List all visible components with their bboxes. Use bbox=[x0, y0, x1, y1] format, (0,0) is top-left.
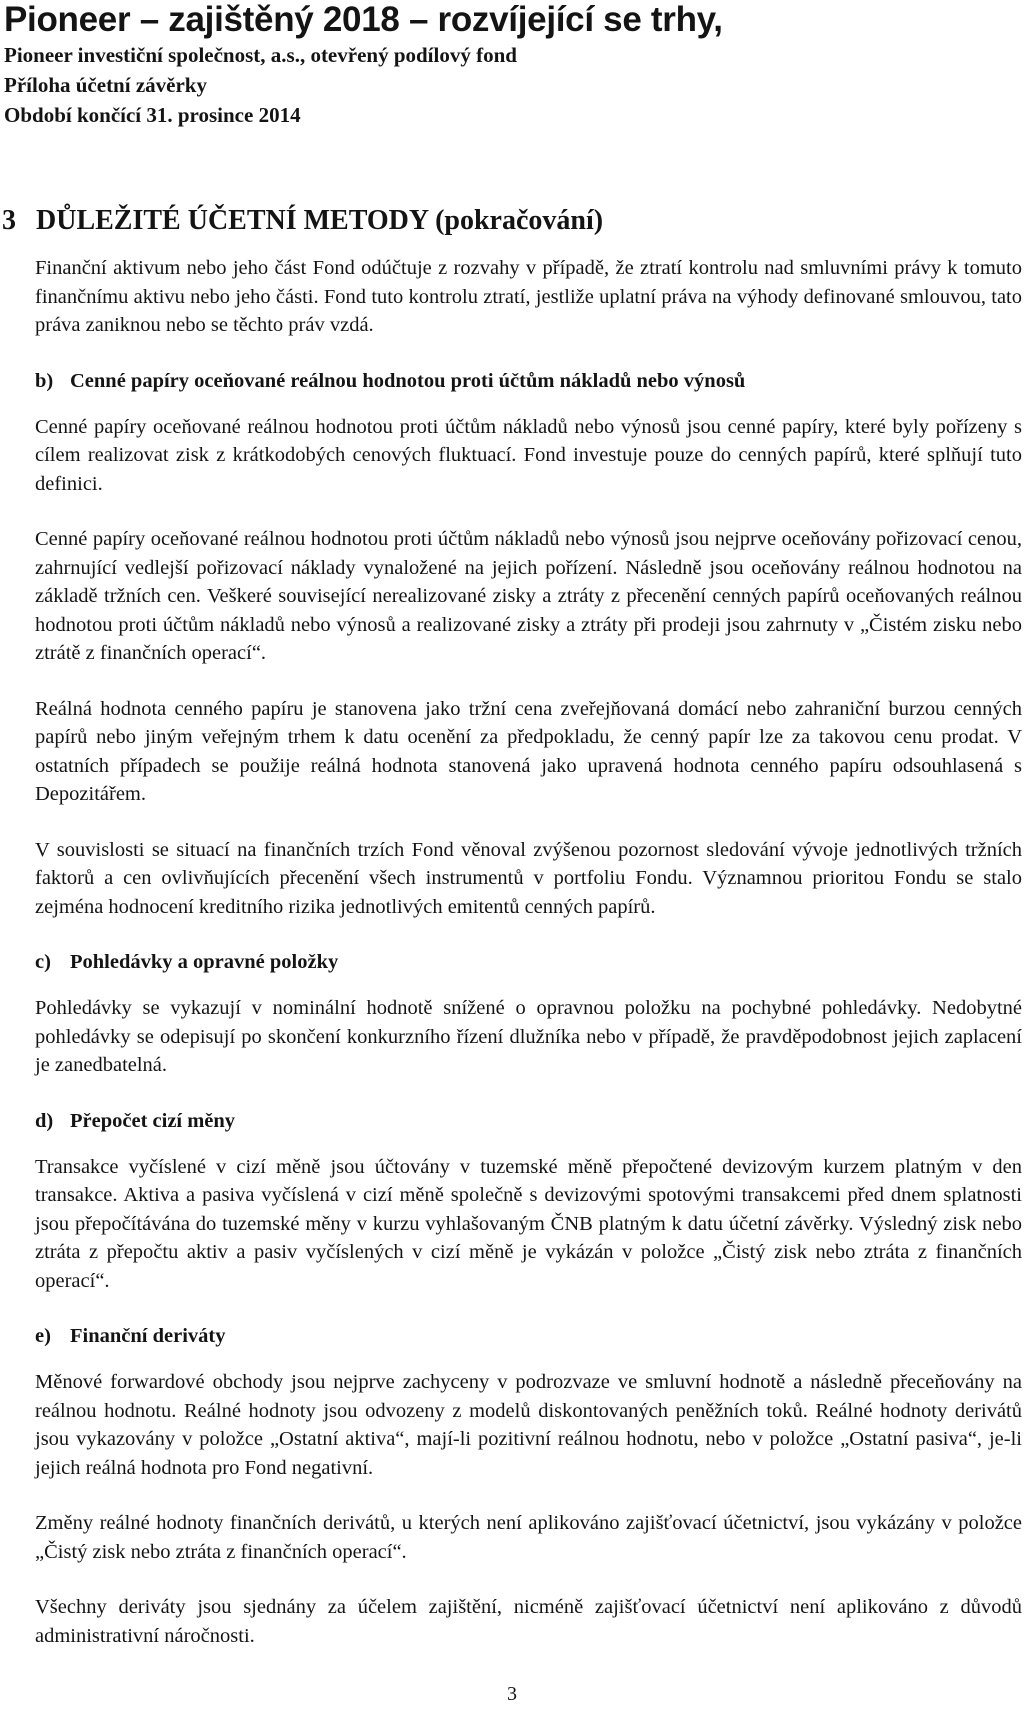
paragraph: Cenné papíry oceňované reálnou hodnotou proti účtům nákladů nebo výnosů jsou cenné papíry, které byly pořízeny s cílem realizovat zisk z krátkodobých cenových fluktuací. Fond investuje pouze do cenných papírů, které splňují tuto definici. bbox=[35, 415, 1022, 495]
paragraph: Pohledávky se vykazují v nominální hodnotě snížené o opravnou položku na pochybné pohledávky. Nedobytné pohledávky se odepisují po skončení konkurzního řízení dlužníka nebo v případě, že pravděpodobnost jejich zaplacení je zanedbatelná. bbox=[35, 997, 1022, 1076]
subsection-title: Pohledávky a opravné položky bbox=[70, 951, 339, 973]
subsection-label: b) bbox=[35, 369, 54, 392]
subsection-label: d) bbox=[35, 1109, 54, 1132]
subsection-heading bbox=[35, 367, 1022, 395]
subsection-securities bbox=[35, 367, 1022, 922]
paragraph: V souvislosti se situací na finančních trzích Fond věnoval zvýšenou pozornost sledování vývoje jednotlivých tržních faktorů a cen ovlivňujících přecenění všech instrumentů v portfoliu Fondu. Významnou prioritou Fondu se stalo zejména hodnocení kreditního rizika jednotlivých emitentů cenných papírů. bbox=[35, 838, 1022, 918]
subsection-foreign-currency bbox=[35, 1107, 1022, 1296]
subsection-heading bbox=[35, 948, 1022, 976]
subsection-label: c) bbox=[35, 951, 51, 973]
annex-title: Příloha účetní závěrky bbox=[4, 73, 207, 97]
subsection-derivatives bbox=[35, 1322, 1022, 1650]
paragraph: Změny reálné hodnoty finančních derivátů, u kterých není aplikováno zajišťovací účetnictví, jsou vykázány v položce „Čistý zisk nebo ztráta z finančních operací“. bbox=[35, 1512, 1022, 1563]
subsection-heading bbox=[35, 1322, 1022, 1350]
subsection-heading bbox=[35, 1107, 1022, 1135]
company-name: Pioneer investiční společnost, a.s., otevřený podílový fond bbox=[4, 43, 517, 67]
section-number: 3 bbox=[2, 205, 16, 236]
reporting-period: Období končící 31. prosince 2014 bbox=[4, 103, 301, 127]
intro-paragraph: Finanční aktivum nebo jeho část Fond odúčtuje z rozvahy v případě, že ztratí kontrolu nad smluvními právy k tomuto finančnímu aktivu nebo jeho části. Fond tuto kontrolu ztratí, jestliže uplatní práva na výhody definované smlouvou, tato práva zaniknou nebo se těchto práv vzdá. bbox=[35, 257, 1022, 336]
paragraph: Měnové forwardové obchody jsou nejprve zachyceny v podrozvaze ve smluvní hodnotě a následně přeceňovány na reálnou hodnotu. Reálné hodnoty jsou odvozeny z modelů diskontovaných peněžních toků. Reálné hodnoty derivátů jsou vykazovány v položce „Ostatní aktiva“, mají-li pozitivní reálnou hodnotu, nebo v položce „Ostatní pasiva“, je-li jejich reálná hodnota pro Fond negativní. bbox=[35, 1371, 1022, 1479]
paragraph: Všechny deriváty jsou sjednány za účelem zajištění, nicméně zajišťovací účetnictví není aplikováno z důvodů administrativní náročnosti. bbox=[35, 1596, 1022, 1647]
subsection-receivables bbox=[35, 948, 1022, 1080]
subsection-label: e) bbox=[35, 1325, 51, 1347]
subsection-title: Cenné papíry oceňované reálnou hodnotou proti účtům nákladů nebo výnosů bbox=[70, 369, 746, 392]
section-title: DŮLEŽITÉ ÚČETNÍ METODY (pokračování) bbox=[36, 205, 604, 236]
section-heading bbox=[2, 205, 603, 237]
fund-title: Pioneer – zajištěný 2018 – rozvíjející se trhy, bbox=[4, 0, 723, 39]
paragraph: Reálná hodnota cenného papíru je stanovena jako tržní cena zveřejňovaná domácí nebo zahraniční burzou cenných papírů nebo jiným veřejným trhem k datu ocenění za předpokladu, že cenný papír lze za takovou cenu prodat. V ostatních případech se použije reálná hodnota stanovená jako upravená hodnota cenného papíru odsouhlasená s Depozitářem. bbox=[35, 697, 1022, 805]
subsection-title: Přepočet cizí měny bbox=[70, 1109, 236, 1132]
paragraph: Transakce vyčíslené v cizí měně jsou účtovány v tuzemské měně přepočtené devizovým kurzem platným v den transakce. Aktiva a pasiva vyčíslená v cizí měně společně s devizovými spotovými transakcemi před dnem splatnosti jsou přepočítávána do tuzemské měny v kurzu vyhlašovaným ČNB platným k datu účetní závěrky. Výsledný zisk nebo ztráta z přepočtu aktiv a pasiv vyčíslených v cizí měně je vykázán v položce „Čistý zisk nebo ztráta z finančních operací“. bbox=[35, 1155, 1022, 1292]
paragraph: Cenné papíry oceňované reálnou hodnotou proti účtům nákladů nebo výnosů jsou nejprve oceňovány pořizovací cenou, zahrnující vedlejší pořizovací náklady vynaložené na jejich pořízení. Následně jsou oceňovány reálnou hodnotou na základě tržních cen. Veškeré související nerealizované zisky a ztráty z přecenění cenných papírů oceňovaných reálnou hodnotou proti účtům nákladů nebo výnosů a realizované zisky a ztráty při prodeji jsou zahrnuty v „Čistém zisku nebo ztrátě z finančních operací“. bbox=[35, 528, 1022, 664]
page-number: 3 bbox=[507, 1683, 517, 1705]
document-body bbox=[35, 254, 1022, 1677]
document-header bbox=[4, 0, 1004, 130]
subsection-title: Finanční deriváty bbox=[70, 1325, 226, 1347]
